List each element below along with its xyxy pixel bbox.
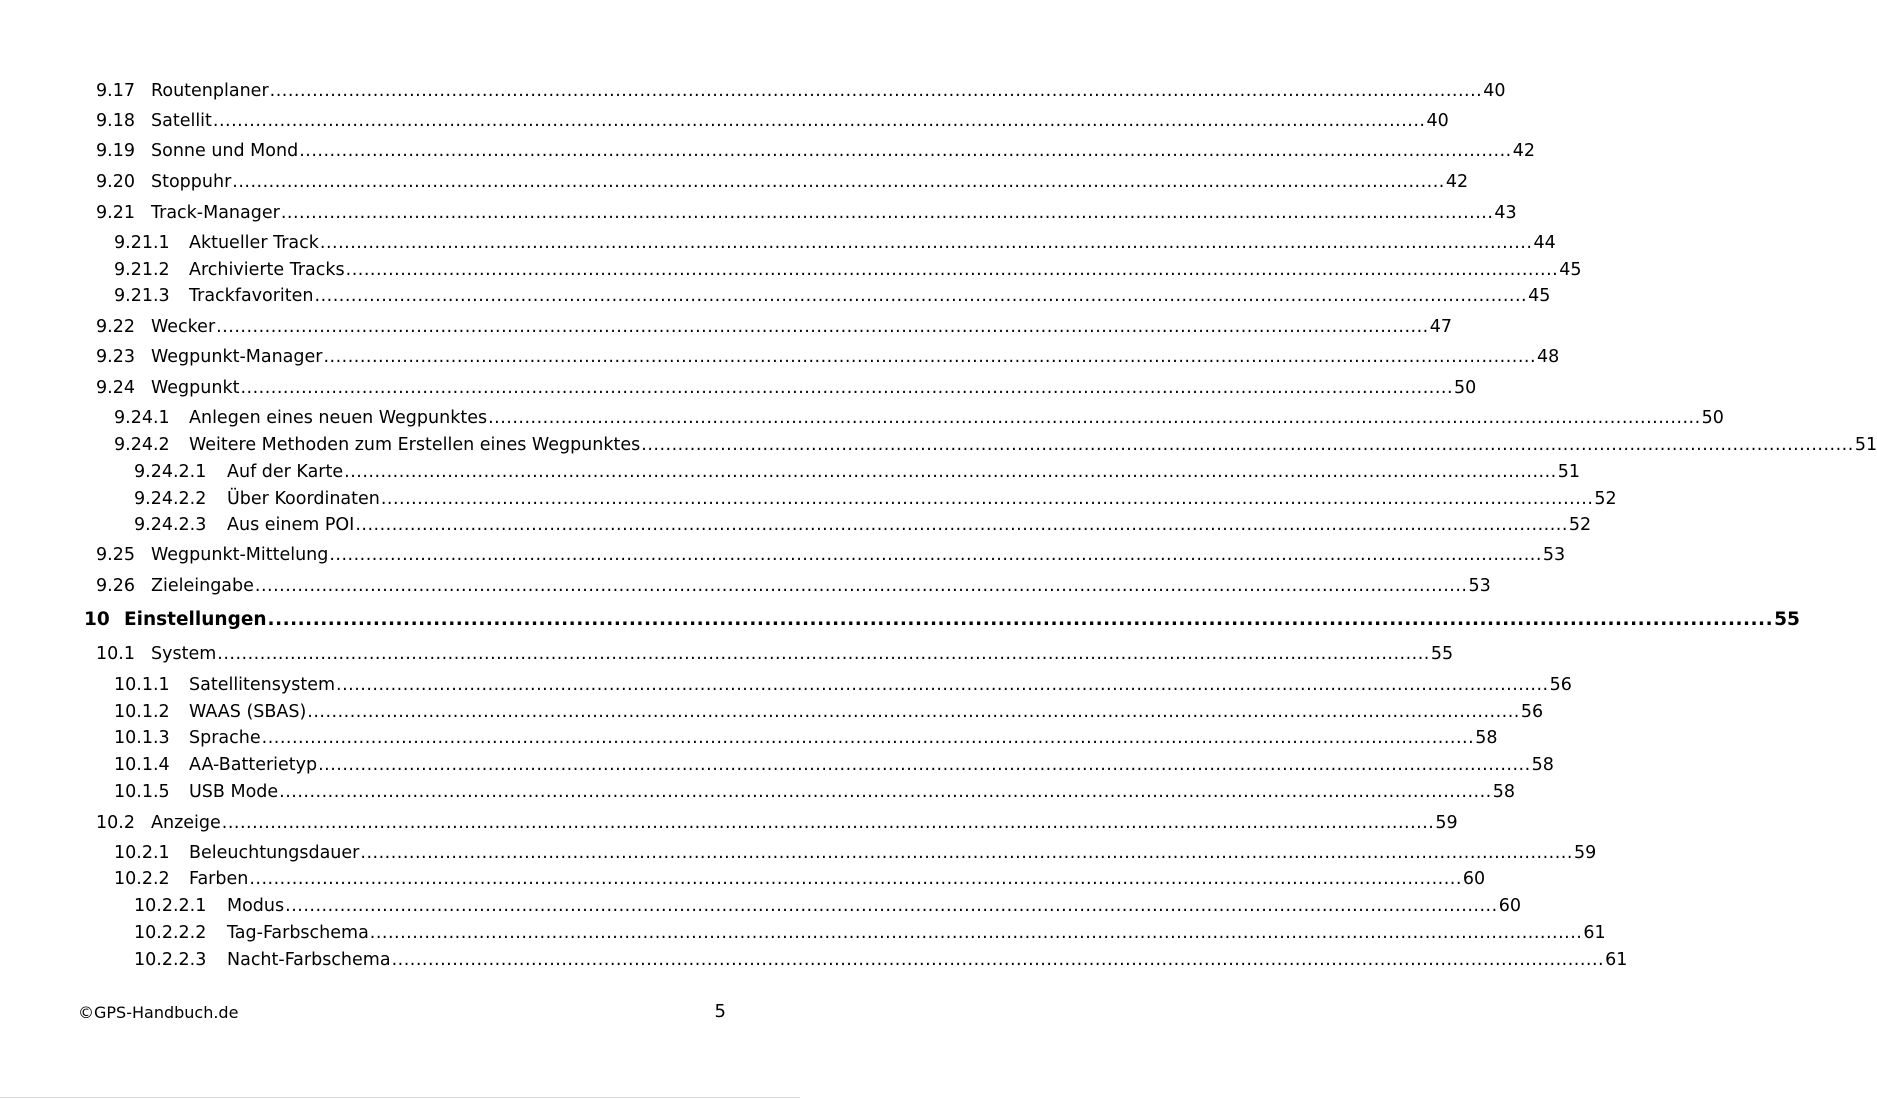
toc-entry[interactable] [114,285,1551,307]
toc-entry-title: Zieleingabe [151,576,254,596]
toc-entry-title: Satellitensystem [189,675,336,695]
toc-entry[interactable] [114,701,1544,723]
toc-dot-leader: ........................................................................................................................................................................................................ [369,923,1583,943]
toc-dot-leader: ........................................................................................................................................................................................................ [380,489,1594,509]
toc-entry-number: 10.2.2 [114,869,170,889]
toc-entry[interactable] [134,461,1580,483]
toc-dot-leader: ........................................................................................................................................................................................................ [318,755,1531,775]
toc-entry-page: 43 [1494,203,1517,223]
toc-entry-number: 9.21 [96,203,135,223]
toc-dot-leader: ........................................................................................................................................................................................................ [285,896,1498,916]
toc-entry-title: Wecker [151,317,216,337]
toc-entry-title: Sonne und Mond [151,141,299,161]
toc-entry[interactable] [96,140,1536,162]
toc-entry-page: 52 [1568,515,1592,535]
toc-dot-leader: ........................................................................................................................................................................................................ [232,172,1445,192]
toc-entry-number: 9.21.3 [114,286,170,306]
toc-entry-title: System [151,644,217,664]
toc-entry-title: Tag-Farbschema [227,923,369,943]
toc-entry-number: 9.17 [96,81,135,101]
toc-entry-page: 45 [1559,260,1582,280]
toc-dot-leader: ........................................................................................................................................................................................................ [329,545,1542,565]
toc-dot-leader: ........................................................................................................................................................................................................ [314,286,1528,306]
toc-entry-number: 9.21.1 [114,233,170,253]
toc-entry-page: 60 [1462,869,1486,889]
toc-entry-title: Track-Manager [151,203,280,223]
toc-entry-title: Stoppuhr [151,172,232,192]
toc-entry-number: 9.25 [96,545,135,565]
toc-entry-title: Wegpunkt-Manager [151,347,323,367]
toc-entry-number: 9.24.2.1 [134,462,207,482]
toc-entry-page: 45 [1528,286,1551,306]
toc-entry-page: 51 [1854,435,1877,455]
toc-entry-title: Farben [189,869,249,889]
toc-entry[interactable] [114,232,1556,254]
toc-entry-title: Einstellungen [124,609,267,630]
toc-dot-leader: ........................................................................................................................................................................................................ [345,260,1559,280]
toc-entry-number: 9.24.2 [114,435,170,455]
toc-dot-leader: ........................................................................................................................................................................................................ [267,609,1774,630]
toc-entry-title: Trackfavoriten [189,286,314,306]
toc-dot-leader: ........................................................................................................................................................................................................ [336,675,1549,695]
toc-dot-leader: ........................................................................................................................................................................................................ [221,813,1435,833]
toc-dot-leader: ........................................................................................................................................................................................................ [299,141,1512,161]
toc-entry[interactable] [114,754,1554,776]
toc-entry-title: Satellit [151,111,212,131]
toc-entry-number: 9.23 [96,347,135,367]
toc-dot-leader: ........................................................................................................................................................................................................ [216,317,1429,337]
toc-entry-title: Weitere Methoden zum Erstellen eines Wegpunktes [189,435,641,455]
toc-entry-page: 56 [1520,702,1544,722]
toc-entry-page: 61 [1583,923,1606,943]
footer-copyright: ©GPS-Handbuch.de [78,1003,239,1022]
toc-entry[interactable] [96,544,1566,566]
toc-entry[interactable] [114,727,1498,749]
toc-entry[interactable] [96,377,1477,399]
toc-entry-page: 47 [1429,317,1452,337]
page-bottom-divider [0,1097,800,1098]
toc-entry[interactable] [96,80,1506,102]
toc-entry-page: 50 [1454,378,1477,398]
toc-entry-title: AA-Batterietyp [189,755,318,775]
toc-entry-number: 10.2 [96,813,135,833]
toc-entry[interactable] [96,643,1454,665]
toc-entry-page: 48 [1537,347,1560,367]
toc-dot-leader: ........................................................................................................................................................................................................ [212,111,1426,131]
toc-dot-leader: ........................................................................................................................................................................................................ [280,203,1494,223]
toc-entry[interactable] [96,812,1458,834]
toc-dot-leader: ........................................................................................................................................................................................................ [249,869,1462,889]
toc-dot-leader: ........................................................................................................................................................................................................ [217,644,1430,664]
toc-entry-title: Modus [227,896,285,916]
toc-entry[interactable] [96,110,1449,132]
toc-dot-leader: ........................................................................................................................................................................................................ [355,515,1568,535]
toc-entry-number: 9.21.2 [114,260,170,280]
toc-entry-page: 50 [1701,408,1724,428]
toc-entry-page: 58 [1492,782,1516,802]
toc-entry[interactable] [96,346,1560,368]
toc-entry[interactable] [114,674,1572,696]
toc-entry-number: 10 [84,609,110,630]
toc-dot-leader: ........................................................................................................................................................................................................ [391,950,1605,970]
toc-entry-number: 9.18 [96,111,135,131]
toc-entry-number: 9.24 [96,378,135,398]
toc-entry-title: Wegpunkt-Mittelung [151,545,329,565]
toc-entry-number: 10.1.5 [114,782,170,802]
toc-entry[interactable] [114,259,1582,281]
toc-dot-leader: ........................................................................................................................................................................................................ [269,81,1483,101]
toc-dot-leader: ........................................................................................................................................................................................................ [261,728,1475,748]
toc-dot-leader: ........................................................................................................................................................................................................ [307,702,1520,722]
toc-dot-leader: ........................................................................................................................................................................................................ [641,435,1854,455]
toc-entry-title: Aktueller Track [189,233,319,253]
toc-entry[interactable] [114,868,1486,890]
toc-entry[interactable] [96,202,1517,224]
toc-dot-leader: ........................................................................................................................................................................................................ [254,576,1468,596]
footer-page-number: 5 [714,1001,726,1022]
toc-dot-leader: ........................................................................................................................................................................................................ [323,347,1537,367]
toc-entry-number: 9.24.2.2 [134,489,207,509]
toc-entry-page: 53 [1542,545,1566,565]
toc-entry-number: 9.22 [96,317,135,337]
toc-entry[interactable] [114,842,1597,864]
toc-entry[interactable] [134,895,1521,917]
toc-dot-leader: ........................................................................................................................................................................................................ [319,233,1533,253]
toc-entry[interactable] [84,609,1800,631]
toc-entry-title: Sprache [189,728,261,748]
toc-entry-title: Über Koordinaten [227,489,380,509]
toc-entry[interactable] [134,922,1606,944]
toc-entry-number: 10.2.2.2 [134,923,207,943]
toc-entry-title: Auf der Karte [227,462,344,482]
toc-entry-number: 10.1.2 [114,702,170,722]
toc-entry[interactable] [134,514,1592,536]
toc-entry-page: 59 [1435,813,1458,833]
toc-entry-number: 10.1.3 [114,728,170,748]
toc-entry-page: 40 [1483,81,1506,101]
toc-entry-page: 52 [1594,489,1617,509]
toc-entry-number: 10.2.1 [114,843,170,863]
toc-entry-page: 42 [1445,172,1469,192]
toc-entry-number: 9.24.2.3 [134,515,207,535]
toc-entry-page: 53 [1468,576,1491,596]
toc-entry-page: 55 [1774,609,1800,630]
toc-entry[interactable] [134,488,1617,510]
toc-entry-title: WAAS (SBAS) [189,702,307,722]
toc-dot-leader: ........................................................................................................................................................................................................ [488,408,1701,428]
toc-dot-leader: ........................................................................................................................................................................................................ [344,462,1557,482]
toc-entry[interactable] [114,407,1724,429]
toc-entry-number: 9.20 [96,172,135,192]
toc-entry[interactable] [96,575,1491,597]
toc-entry-title: Beleuchtungsdauer [189,843,360,863]
toc-entry-title: Wegpunkt [151,378,240,398]
toc-entry-page: 44 [1533,233,1556,253]
toc-dot-leader: ........................................................................................................................................................................................................ [279,782,1492,802]
toc-entry-title: Anzeige [151,813,221,833]
toc-entry-title: Archivierte Tracks [189,260,345,280]
toc-entry-page: 61 [1605,950,1628,970]
toc-entry-title: Nacht-Farbschema [227,950,391,970]
toc-entry-page: 60 [1498,896,1521,916]
toc-entry-number: 10.1.4 [114,755,170,775]
toc-entry-number: 10.1.1 [114,675,170,695]
toc-entry-title: Anlegen eines neuen Wegpunktes [189,408,488,428]
toc-entry[interactable] [134,949,1628,971]
toc-entry-title: Routenplaner [151,81,269,101]
toc-dot-leader: ........................................................................................................................................................................................................ [360,843,1573,863]
toc-entry[interactable] [96,316,1452,338]
toc-entry-page: 56 [1549,675,1572,695]
toc-entry-number: 10.2.2.3 [134,950,207,970]
toc-entry-page: 58 [1531,755,1554,775]
toc-entry-number: 9.19 [96,141,135,161]
toc-entry-title: USB Mode [189,782,279,802]
toc-entry[interactable] [114,434,1877,456]
toc-entry-page: 42 [1512,141,1536,161]
toc-entry[interactable] [114,781,1516,803]
toc-entry-page: 51 [1557,462,1580,482]
toc-entry-page: 59 [1573,843,1597,863]
toc-entry-number: 9.26 [96,576,135,596]
toc-entry[interactable] [96,171,1469,193]
toc-entry-page: 55 [1430,644,1454,664]
toc-entry-title: Aus einem POI [227,515,355,535]
toc-entry-number: 10.1 [96,644,135,664]
toc-dot-leader: ........................................................................................................................................................................................................ [240,378,1454,398]
toc-entry-number: 9.24.1 [114,408,170,428]
toc-entry-page: 58 [1475,728,1498,748]
toc-entry-number: 10.2.2.1 [134,896,207,916]
toc-entry-page: 40 [1426,111,1449,131]
